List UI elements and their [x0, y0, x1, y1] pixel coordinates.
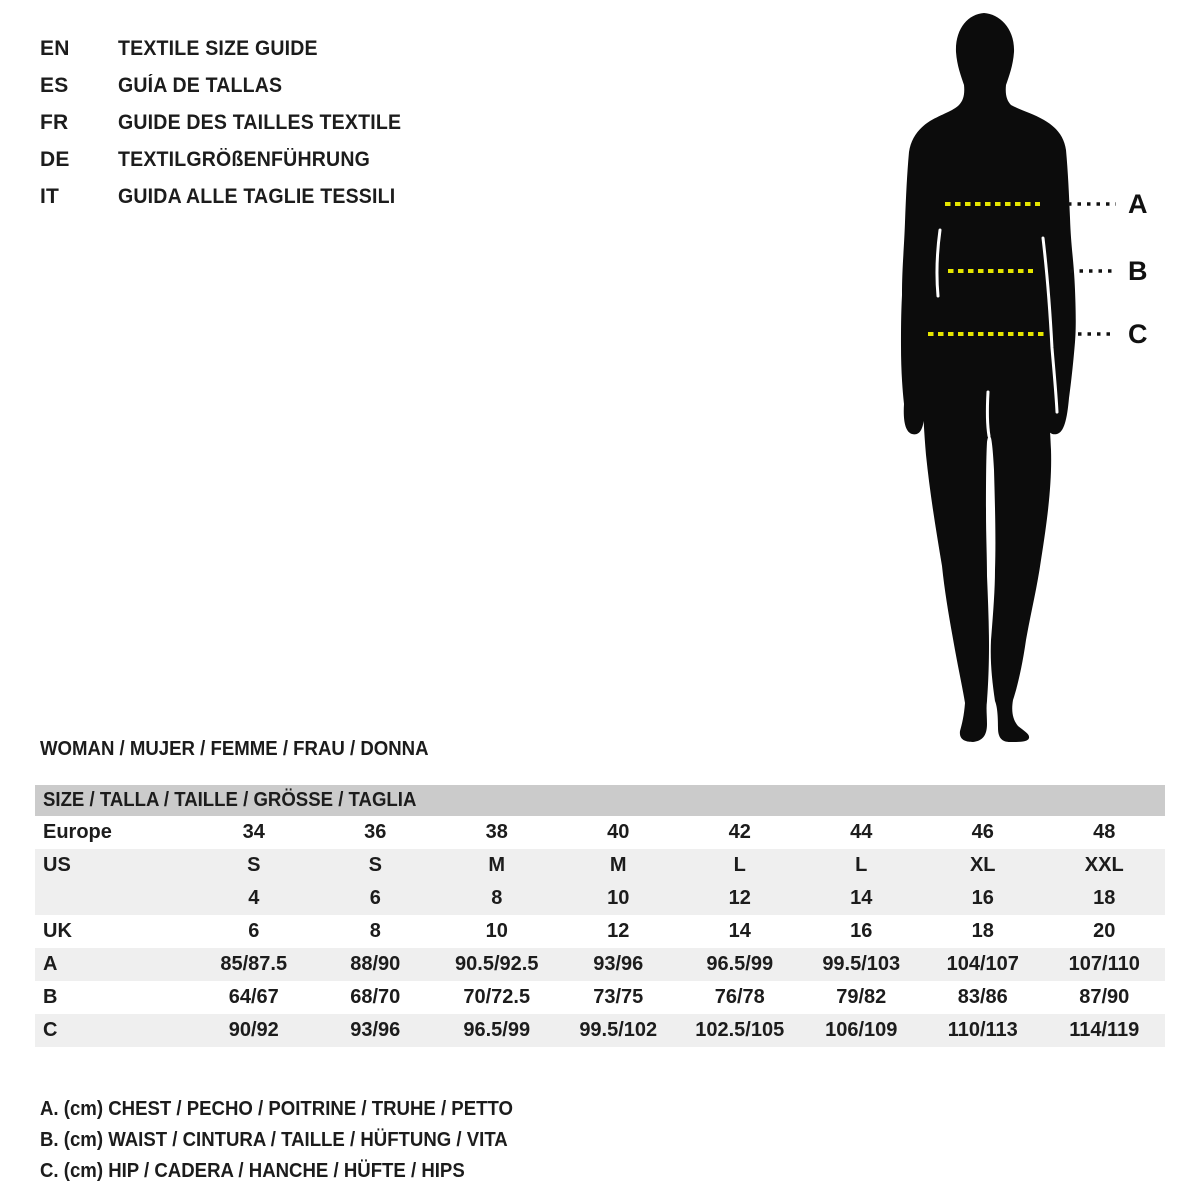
size-cell: 44 [850, 821, 873, 843]
woman-silhouette-figure [860, 0, 1200, 760]
size-cell: L [855, 854, 868, 876]
measure-label-c: C [1128, 319, 1148, 349]
legend-line: B. (cm) WAIST / CINTURA / TAILLE / HÜFTUNG / VITA [40, 1129, 508, 1151]
size-cell: M [609, 854, 627, 876]
measure-label-a: A [1128, 189, 1148, 219]
size-cell: 14 [728, 920, 751, 942]
size-cell: XL [969, 854, 996, 876]
legend-line: A. (cm) CHEST / PECHO / POITRINE / TRUHE / PETTO [40, 1098, 513, 1120]
table-row [35, 915, 1165, 948]
language-title: GUÍA DE TALLAS [118, 73, 283, 97]
language-row [40, 141, 422, 178]
size-cell: 104/107 [946, 953, 1019, 975]
size-cell: 10 [607, 887, 630, 909]
measure-label-b: B [1128, 256, 1148, 286]
language-row [40, 67, 422, 104]
size-cell: 38 [485, 821, 508, 843]
size-cell: 20 [1093, 920, 1116, 942]
language-row [40, 104, 422, 141]
size-cell: 6 [369, 887, 381, 909]
language-row [40, 178, 422, 215]
size-cell: 79/82 [836, 986, 887, 1008]
size-cell: 16 [971, 887, 994, 909]
section-title-text: WOMAN / MUJER / FEMME / FRAU / DONNA [40, 738, 429, 760]
size-cell: M [488, 854, 506, 876]
size-cell: 34 [242, 821, 265, 843]
language-code: DE [40, 147, 70, 171]
size-cell: 12 [728, 887, 751, 909]
size-cell: 12 [607, 920, 630, 942]
size-cell: 99.5/103 [822, 953, 901, 975]
size-table-rows [35, 816, 1165, 1047]
size-cell: 96.5/99 [706, 953, 774, 975]
table-row [35, 816, 1165, 849]
language-code: ES [40, 73, 69, 97]
size-cell: 8 [369, 920, 381, 942]
size-cell: 88/90 [350, 953, 401, 975]
row-label: C [43, 1019, 58, 1041]
size-cell: 87/90 [1079, 986, 1130, 1008]
size-cell: 36 [364, 821, 387, 843]
size-cell: XXL [1084, 854, 1124, 876]
size-cell: 83/86 [957, 986, 1008, 1008]
size-table-header-text: SIZE / TALLA / TAILLE / GRÖSSE / TAGLIA [43, 789, 417, 811]
language-title: GUIDA ALLE TAGLIE TESSILI [118, 184, 396, 208]
table-row [35, 981, 1165, 1014]
size-cell: 93/96 [593, 953, 644, 975]
size-cell: 102.5/105 [695, 1019, 785, 1041]
size-cell: 110/113 [947, 1019, 1018, 1041]
row-label: B [43, 986, 58, 1008]
size-cell: 46 [971, 821, 994, 843]
measurement-legend [40, 1094, 549, 1187]
size-cell: 93/96 [350, 1019, 401, 1041]
size-cell: 90/92 [228, 1019, 279, 1041]
size-cell: 68/70 [350, 986, 401, 1008]
size-cell: 107/110 [1068, 953, 1140, 975]
size-cell: 16 [850, 920, 873, 942]
row-label: A [43, 953, 58, 975]
size-cell: 4 [248, 887, 260, 909]
size-cell: 18 [971, 920, 994, 942]
size-cell: 18 [1093, 887, 1116, 909]
size-cell: 85/87.5 [220, 953, 288, 975]
size-cell: 14 [850, 887, 873, 909]
size-cell: 70/72.5 [463, 986, 531, 1008]
size-cell: 73/75 [593, 986, 644, 1008]
language-code: FR [40, 110, 69, 134]
table-row [35, 849, 1165, 882]
size-cell: 114/119 [1069, 1019, 1140, 1041]
size-cell: 64/67 [228, 986, 279, 1008]
legend-line: C. (cm) HIP / CADERA / HANCHE / HÜFTE / HIPS [40, 1160, 465, 1182]
row-label: Europe [43, 821, 112, 843]
size-cell: 96.5/99 [463, 1019, 531, 1041]
language-code: IT [40, 184, 60, 208]
leg-crease [987, 392, 989, 436]
size-cell: 90.5/92.5 [455, 953, 539, 975]
language-title: GUIDE DES TAILLES TEXTILE [118, 110, 402, 134]
size-cell: 10 [485, 920, 508, 942]
size-cell: 8 [491, 887, 503, 909]
section-title [40, 738, 458, 761]
language-title: TEXTILGRÖßENFÜHRUNG [118, 147, 371, 171]
size-cell: 6 [248, 920, 260, 942]
language-row [40, 30, 422, 67]
size-cell: S [368, 854, 382, 876]
language-code: EN [40, 36, 70, 60]
table-row [35, 948, 1165, 981]
row-label: UK [43, 920, 72, 942]
woman-silhouette [901, 13, 1076, 742]
row-label: US [43, 854, 71, 876]
size-table-header [35, 785, 1165, 816]
table-row [35, 882, 1165, 915]
size-cell: 76/78 [714, 986, 765, 1008]
size-cell: 99.5/102 [579, 1019, 658, 1041]
size-cell: S [247, 854, 261, 876]
size-cell: 42 [728, 821, 751, 843]
language-title-list [40, 30, 422, 215]
table-row [35, 1014, 1165, 1047]
size-cell: 48 [1093, 821, 1116, 843]
size-cell: L [733, 854, 746, 876]
size-cell: 106/109 [825, 1019, 898, 1041]
size-table [35, 785, 1165, 1047]
language-title: TEXTILE SIZE GUIDE [118, 36, 318, 60]
size-cell: 40 [607, 821, 630, 843]
